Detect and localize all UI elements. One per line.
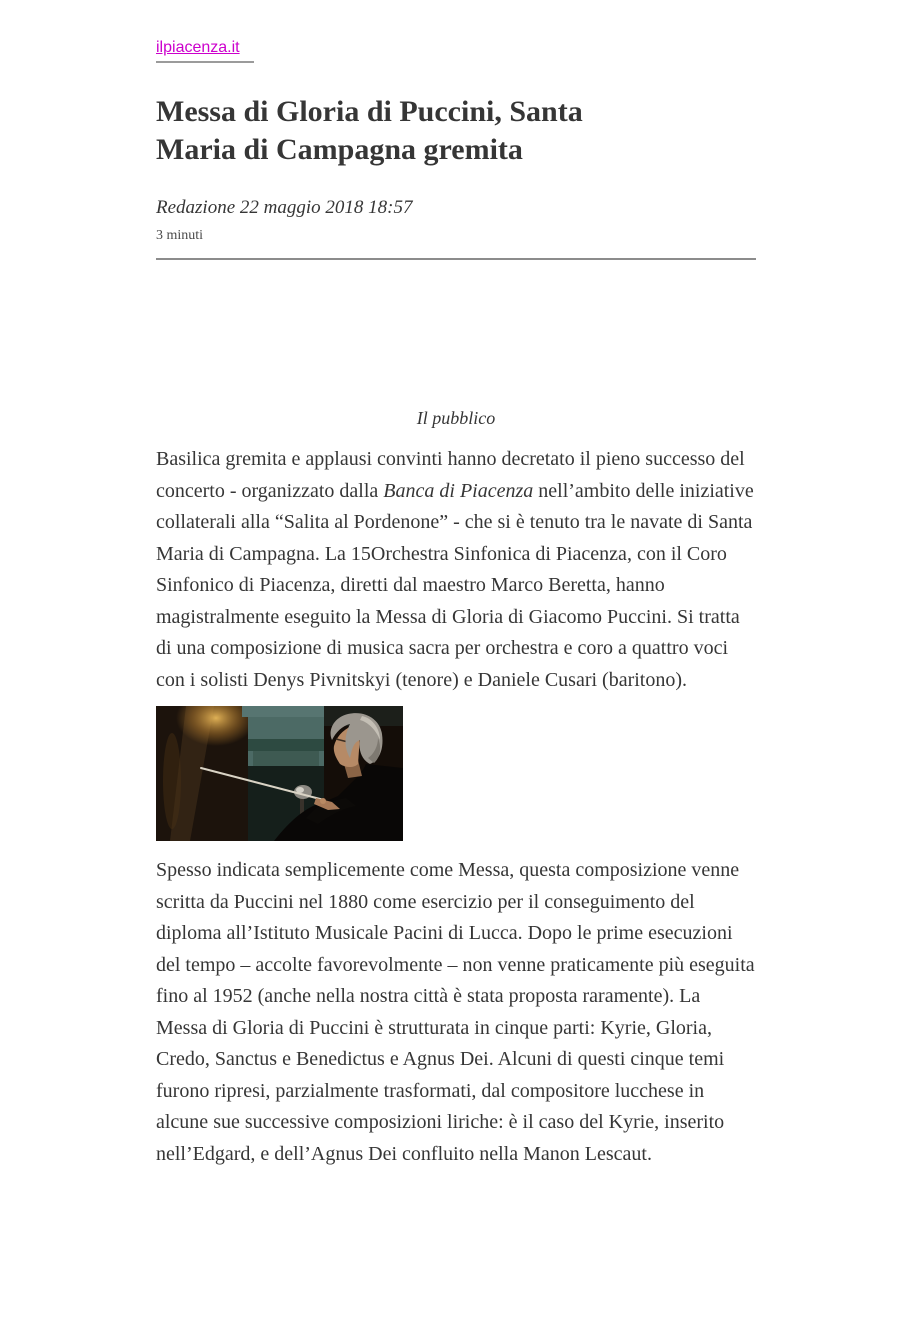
conductor-photo xyxy=(156,706,403,841)
site-domain-link[interactable]: ilpiacenza.it xyxy=(156,39,240,56)
site-domain-container xyxy=(156,38,254,63)
body-text: Spesso indicata semplicemente come Messa, questa composizione venne scritta da Puccini nel 1880 come esercizio per il conseguimento del diploma all’Istituto Musicale Pacini di Lucca. Dopo le prime esecuzioni del tempo – accolte favorevolmente – non venne praticamente più eseguita fino al 1952 (anche nella nostra città è stata proposta raramente). La Messa di Gloria di Puccini è strutturata in cinque parti: Kyrie, Gloria, Credo, Sanctus e Benedictus e Agnus Dei. Alcuni di questi cinque temi furono ripresi, parzialmente trasformati, dal compositore lucchese in alcune sue successive composizioni liriche: è il caso del Kyrie, inserito nell’Edgard, e dell’Agnus Dei confluito nella Manon Lescaut. xyxy=(156,859,755,1165)
reading-time: 3 minuti xyxy=(156,228,204,243)
article-title-line-2: Maria di Campagna gremita xyxy=(156,133,523,166)
paragraph-2 xyxy=(156,855,756,1170)
lead-image-caption: Il pubblico xyxy=(416,408,496,428)
emphasized-text: Banca di Piacenza xyxy=(383,479,534,502)
conductor-photo-image xyxy=(156,706,403,841)
article-content xyxy=(156,0,756,1170)
body-text: nell’ambito delle iniziative collaterali alla “Salita al Pordenone” - che si è tenuto tra le navate di Santa Maria di Campagna. La 15Orchestra Sinfonica di Piacenza, con il Coro Sinfonico di Piacenza, diretti dal maestro Marco Beretta, hanno magistralmente eseguito la Messa di Gloria di Giacomo Puccini. Si tratta di una composizione di musica sacra per orchestra e coro a quattro voci con i solisti Denys Pivnitskyi (tenore) e Daniele Cusari (baritono). xyxy=(156,479,754,691)
body-text: Basilica gremita e applausi convinti hanno decretato il pieno successo del concerto - organizzato dalla xyxy=(156,448,745,502)
article-header xyxy=(156,38,756,260)
article-title xyxy=(156,93,756,169)
article-body xyxy=(156,260,756,1170)
paragraph-1 xyxy=(156,444,756,696)
article-title-line-1: Messa di Gloria di Puccini, Santa xyxy=(156,95,583,128)
article-byline: Redazione 22 maggio 2018 18:57 xyxy=(156,197,413,218)
lead-image-placeholder xyxy=(156,260,756,400)
